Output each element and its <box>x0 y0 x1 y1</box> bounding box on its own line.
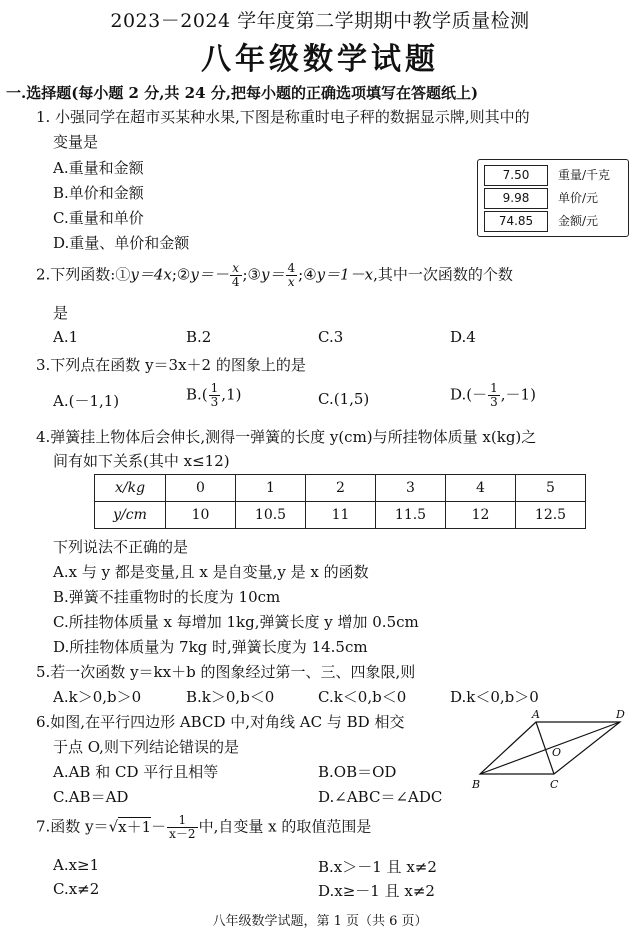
q7-frac-num: 1 <box>167 814 197 828</box>
table-row <box>95 502 586 529</box>
q7-minus: － <box>151 817 167 836</box>
q4-stem-line1: 4.弹簧挂上物体后会伸长,测得一弹簧的长度 y(cm)与所挂物体质量 x(kg)之 <box>36 428 537 446</box>
q2-sep2: ;③ <box>242 265 262 284</box>
table-cell: 12.5 <box>516 502 586 529</box>
q2-suffix: ,其中一次函数的个数 <box>373 265 513 284</box>
q2-stem-line2: 是 <box>53 304 69 322</box>
diagonal-bd <box>480 722 620 774</box>
vertex-label-b: B <box>472 778 481 791</box>
table-header-y: y/cm <box>95 502 166 529</box>
q2-sep1: ;② <box>171 265 191 284</box>
q7-stem-post: 中,自变量 x 的取值范围是 <box>198 817 372 836</box>
sqrt-icon: √ <box>108 817 119 836</box>
parallelogram-figure <box>468 704 634 794</box>
vertex-label-d: D <box>616 708 625 721</box>
q3-option-d-post: ,－1) <box>500 385 536 404</box>
q2-func2-lhs: y＝－ <box>190 265 229 284</box>
q3-option-b-num: 1 <box>210 381 219 395</box>
q6-option-a: A.AB 和 CD 平行且相等 <box>53 763 219 781</box>
q1-stem-line2: 变量是 <box>53 133 99 151</box>
table-cell: 11.5 <box>376 502 446 529</box>
q7-stem-pre: 7.函数 y＝ <box>36 817 109 836</box>
table-header-x: x/kg <box>95 475 166 502</box>
q6-option-c: C.AB＝AD <box>53 788 129 806</box>
q2-stem <box>36 262 513 289</box>
q3-stem: 3.下列点在函数 y＝3x＋2 的图象上的是 <box>36 356 306 374</box>
q5-stem: 5.若一次函数 y＝kx＋b 的图象经过第一、三、四象限,则 <box>36 663 416 681</box>
q2-func1: y＝4x <box>130 265 172 284</box>
q2-func3-fraction <box>286 262 298 289</box>
q1-stem-line1: 1. 小强同学在超市买某种水果,下图是称重时电子秤的数据显示牌,则其中的 <box>36 108 530 126</box>
q7-fraction <box>167 814 197 841</box>
q3-option-d-den: 3 <box>490 395 498 410</box>
scale-amount-label: 金额/元 <box>558 214 599 228</box>
q7-option-d: D.x≥－1 且 x≠2 <box>318 882 435 900</box>
q3-option-d-fraction <box>488 382 500 409</box>
table-cell: 11 <box>306 502 376 529</box>
q2-option-c: C.3 <box>318 328 344 346</box>
q5-option-d: D.k＜0,b＞0 <box>450 688 539 706</box>
q6-option-d: D.∠ABC＝∠ADC <box>318 788 443 806</box>
q4-option-b: B.弹簧不挂重物时的长度为 10cm <box>53 588 281 606</box>
q2-prefix: 2.下列函数:① <box>36 265 131 284</box>
spring-data-table <box>94 474 586 529</box>
q2-func2-num: x <box>232 261 240 275</box>
scale-weight-label: 重量/千克 <box>558 168 611 182</box>
q2-func2-den: 4 <box>231 275 240 290</box>
q5-option-c: C.k＜0,b＜0 <box>318 688 407 706</box>
q6-stem-line2: 于点 O,则下列结论错误的是 <box>53 738 239 756</box>
q4-option-a: A.x 与 y 都是变量,且 x 是自变量,y 是 x 的函数 <box>53 563 369 581</box>
table-cell: 3 <box>376 475 446 502</box>
scale-price-value: 9.98 <box>484 188 548 209</box>
q3-option-a: A.(－1,1) <box>53 392 120 410</box>
q3-option-b <box>186 382 241 409</box>
table-cell: 5 <box>516 475 586 502</box>
table-cell: 10.5 <box>236 502 306 529</box>
table-cell: 1 <box>236 475 306 502</box>
q7-option-c: C.x≠2 <box>53 880 100 898</box>
vertex-label-c: C <box>550 778 559 791</box>
q4-stem-line2: 间有如下关系(其中 x≤12) <box>53 452 230 470</box>
q5-option-b: B.k＞0,b＜0 <box>186 688 275 706</box>
q2-sep3: ;④ <box>298 265 317 284</box>
q3-option-d-pre: D.(－ <box>450 385 488 404</box>
q3-option-b-fraction <box>209 382 221 409</box>
q2-option-a: A.1 <box>53 328 79 346</box>
table-cell: 2 <box>306 475 376 502</box>
scale-amount-value: 74.85 <box>484 211 548 232</box>
q7-frac-den: x－2 <box>169 827 196 842</box>
table-cell: 10 <box>166 502 236 529</box>
q4-option-c: C.所挂物体质量 x 每增加 1kg,弹簧长度 y 增加 0.5cm <box>53 613 419 631</box>
table-cell: 0 <box>166 475 236 502</box>
vertex-label-a: A <box>532 708 540 721</box>
q3-option-d <box>450 382 536 409</box>
q3-option-c: C.(1,5) <box>318 390 370 408</box>
q4-option-d: D.所挂物体质量为 7kg 时,弹簧长度为 14.5cm <box>53 638 368 656</box>
exam-title: 2023－2024 学年度第二学期期中教学质量检测 <box>110 10 530 32</box>
q6-option-b: B.OB＝OD <box>318 763 397 781</box>
q7-stem <box>36 814 371 841</box>
q1-option-c: C.重量和单价 <box>53 209 144 227</box>
scale-price-label: 单价/元 <box>558 191 599 205</box>
q7-option-b: B.x＞－1 且 x≠2 <box>318 858 437 876</box>
q6-stem-line1: 6.如图,在平行四边形 ABCD 中,对角线 AC 与 BD 相交 <box>36 713 405 731</box>
center-label-o: O <box>552 746 562 759</box>
table-cell: 4 <box>446 475 516 502</box>
table-cell: 12 <box>446 502 516 529</box>
table-row <box>95 475 586 502</box>
q3-option-b-den: 3 <box>210 395 219 410</box>
q7-sqrt-body: x＋1 <box>118 817 152 836</box>
q2-func4: y＝1－x <box>316 265 374 284</box>
scale-display-board <box>477 159 629 237</box>
q3-option-d-num: 1 <box>490 381 498 395</box>
q3-option-b-pre: B.( <box>186 385 208 404</box>
q2-func3-lhs: y＝ <box>261 265 285 284</box>
paper-title: 八年级数学试题 <box>201 42 439 77</box>
q2-func2-fraction <box>230 262 242 289</box>
q2-option-b: B.2 <box>186 328 212 346</box>
section-title: 一.选择题(每小题 2 分,共 24 分,把每小题的正确选项填写在答题纸上) <box>6 84 479 102</box>
q2-option-d: D.4 <box>450 328 476 346</box>
q5-option-a: A.k＞0,b＞0 <box>53 688 142 706</box>
scale-weight-value: 7.50 <box>484 165 548 186</box>
page-footer: 八年级数学试题，第 1 页（共 6 页） <box>212 914 428 929</box>
q1-option-b: B.单价和金额 <box>53 184 144 202</box>
q2-func3-num: 4 <box>287 261 296 275</box>
q3-option-b-post: ,1) <box>221 385 242 404</box>
q7-option-a: A.x≥1 <box>53 856 100 874</box>
q4-sub-stem: 下列说法不正确的是 <box>53 538 189 556</box>
q1-option-d: D.重量、单价和金额 <box>53 234 190 252</box>
q2-func3-den: x <box>287 275 295 290</box>
q1-option-a: A.重量和金额 <box>53 159 144 177</box>
